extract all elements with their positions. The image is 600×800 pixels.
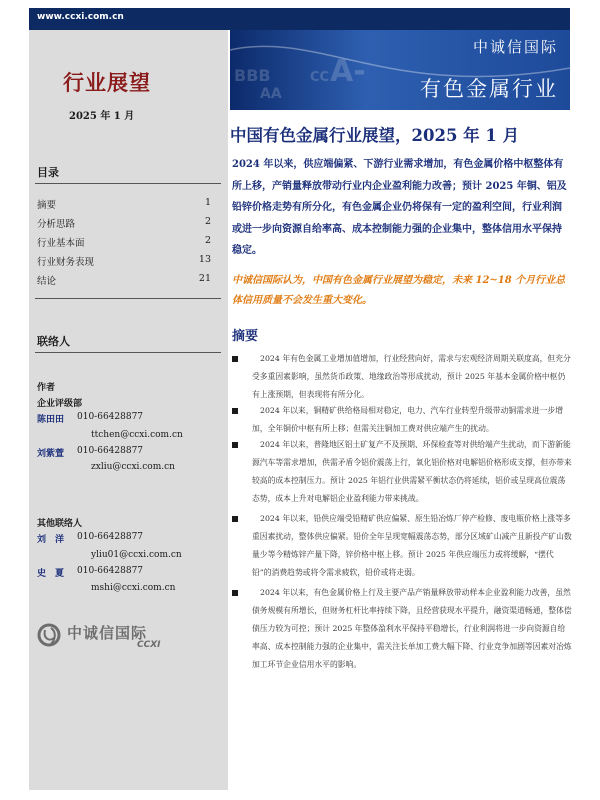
top-bar	[29, 8, 570, 30]
outlook-statement: 中诚信国际认为，中国有色金属行业展望为稳定，未来 12~18 个月行业总体信用质量不会发生重大变化。	[232, 275, 566, 306]
toc-item-label: 行业财务表现	[37, 257, 95, 268]
bullet-text: 2024 年以来，普隆地区铝土矿复产不及预期、环保检查等对供给端产生扰动，而下游新能源汽车等需求增加，供需矛盾令铝价震荡上行，氧化铝价格对电解铝价格形成支撑，但亦带来较高的成本控制压力。预计 2025 年铝行业供需紧平衡状态仍将延续，铝价或呈现高位震荡态势，成本上升对电解铝企业盈利能力带来挑战。	[252, 440, 572, 503]
logo-mark-icon	[37, 622, 63, 650]
toc-item-label: 行业基本面	[37, 238, 85, 249]
left-sidebar	[29, 30, 228, 790]
bullet-text: 2024 年以来，铜精矿供给格局相对稳定，电力、汽车行业转型升级带动铜需求进一步增加，全年铜价中枢有所上移；但需关注铜加工费对供应端产生的扰动。	[252, 406, 564, 433]
site-url[interactable]: www.ccxi.com.cn	[37, 12, 124, 22]
header-banner	[230, 30, 570, 110]
contact-phone: 010-66428877	[77, 412, 144, 422]
report-type: 行业展望	[63, 70, 151, 95]
summary-bullet	[230, 584, 572, 674]
contact-phone: 010-66428877	[77, 532, 144, 542]
summary-bullet	[230, 350, 572, 404]
contact-name: 刘紫萱	[37, 449, 65, 459]
logo-sub: CCXI	[137, 640, 161, 650]
bullet-square-icon	[232, 516, 238, 522]
divider	[35, 352, 221, 353]
banner-brand: 中诚信国际	[472, 38, 558, 56]
contact-name: 陈田田	[37, 415, 65, 425]
toc-list	[37, 197, 211, 292]
summary-bullet	[230, 402, 572, 438]
contact-email[interactable]: yliu01@ccxi.com.cn	[91, 550, 182, 560]
toc-item[interactable]	[37, 273, 211, 292]
toc-item-page: 2	[204, 216, 211, 227]
bullet-square-icon	[232, 356, 238, 362]
authors-label: 作者	[37, 383, 56, 393]
summary-bullet	[230, 510, 572, 582]
divider	[35, 298, 221, 299]
toc-item[interactable]	[37, 197, 211, 216]
toc-item[interactable]	[37, 216, 211, 235]
contact-name: 史 夏	[37, 569, 65, 579]
bullet-text: 2024 年以来，铅供应端受铅精矿供应偏紧、原生铅冶炼厂停产检修、废电瓶价格上涨等多重因素扰动，整体供应偏紧。铅价全年呈现宽幅震荡态势，部分区域矿山减产且新投产矿山数量少等今精炼锌产量下降，锌价格中枢上移。预计 2025 年供应端压力或将缓解，“摆代铅”的消费趋势或将令需求疲软，铅价或将走弱。	[252, 514, 572, 577]
divider	[35, 183, 221, 184]
banner-deco: BBB	[234, 66, 271, 85]
report-date: 2025 年 1 月	[69, 111, 135, 122]
banner-deco: A-	[330, 54, 366, 89]
summary-heading: 摘要	[232, 329, 259, 344]
toc-item[interactable]	[37, 254, 211, 273]
bullet-square-icon	[232, 408, 238, 414]
other-contacts-label: 其他联络人	[37, 519, 83, 529]
bullet-square-icon	[232, 442, 238, 448]
toc-item-page: 2	[204, 235, 211, 246]
contacts-title: 联络人	[37, 335, 70, 348]
toc-item-page: 1	[204, 197, 211, 208]
intro-paragraph: 2024 年以来，供应端偏紧、下游行业需求增加，有色金属价格中枢整体有所上移，产销量释放带动行业内企业盈利能力改善；预计 2025 年铜、铝及铅锌价格走势有所分化，有色金属企业仍将保有一定的盈利空间，行业利润或进一步向资源自给率高、成本控制能力强的企业集中，整体信用水平保持稳定。	[232, 159, 567, 256]
contact-email[interactable]: zxliu@ccxi.com.cn	[91, 462, 175, 472]
contact-phone: 010-66428877	[77, 566, 144, 576]
dept-label: 企业评级部	[37, 399, 83, 409]
summary-bullet	[230, 436, 572, 508]
bullet-text: 2024 年有色金属工业增加值增加，行业经营向好，需求与宏观经济周期关联度高，但充分受多重因素影响，虽然货币政策、地缘政治等形成扰动，预计 2025 年基本金属价格中枢仍有上涨预期，但表现将有所分化。	[252, 354, 571, 399]
banner-deco: AA	[260, 86, 282, 102]
contact-name: 刘 洋	[37, 535, 65, 545]
ccxi-logo	[37, 620, 187, 654]
toc-item-label: 摘要	[37, 200, 57, 211]
toc-title: 目录	[37, 166, 59, 179]
toc-item-label: 结论	[37, 276, 57, 287]
toc-item-page: 21	[198, 273, 211, 284]
logo-text: 中诚信国际	[67, 624, 148, 642]
contact-email[interactable]: mshi@ccxi.com.cn	[91, 583, 176, 593]
banner-deco: CC	[310, 70, 330, 85]
banner-industry: 有色金属行业	[420, 77, 558, 101]
bullet-text: 2024 年以来，有色金属价格上行及主要产品产销量释放带动样本企业盈利能力改善，虽然债务规模有所增长，但财务杠杆比率持续下降，且经营获现水平提升，融资渠道畅通，整体偿债压力较为可控；预计 2025 年整体盈利水平保持平稳增长，行业利润将进一步向资源自给率高、成本控制能力强的企业集中，需关注长单加工费大幅下降、行业竞争加剧等因素对冶炼加工环节企业信用水平的影响。	[252, 588, 572, 669]
contact-phone: 010-66428877	[77, 446, 144, 456]
toc-item-label: 分析思路	[37, 219, 76, 230]
report-title: 中国有色金属行业展望，2025 年 1 月	[230, 126, 520, 145]
contact-email[interactable]: ttchen@ccxi.com.cn	[91, 430, 183, 440]
bullet-square-icon	[232, 590, 238, 596]
toc-item[interactable]	[37, 235, 211, 254]
toc-item-page: 13	[198, 254, 211, 265]
